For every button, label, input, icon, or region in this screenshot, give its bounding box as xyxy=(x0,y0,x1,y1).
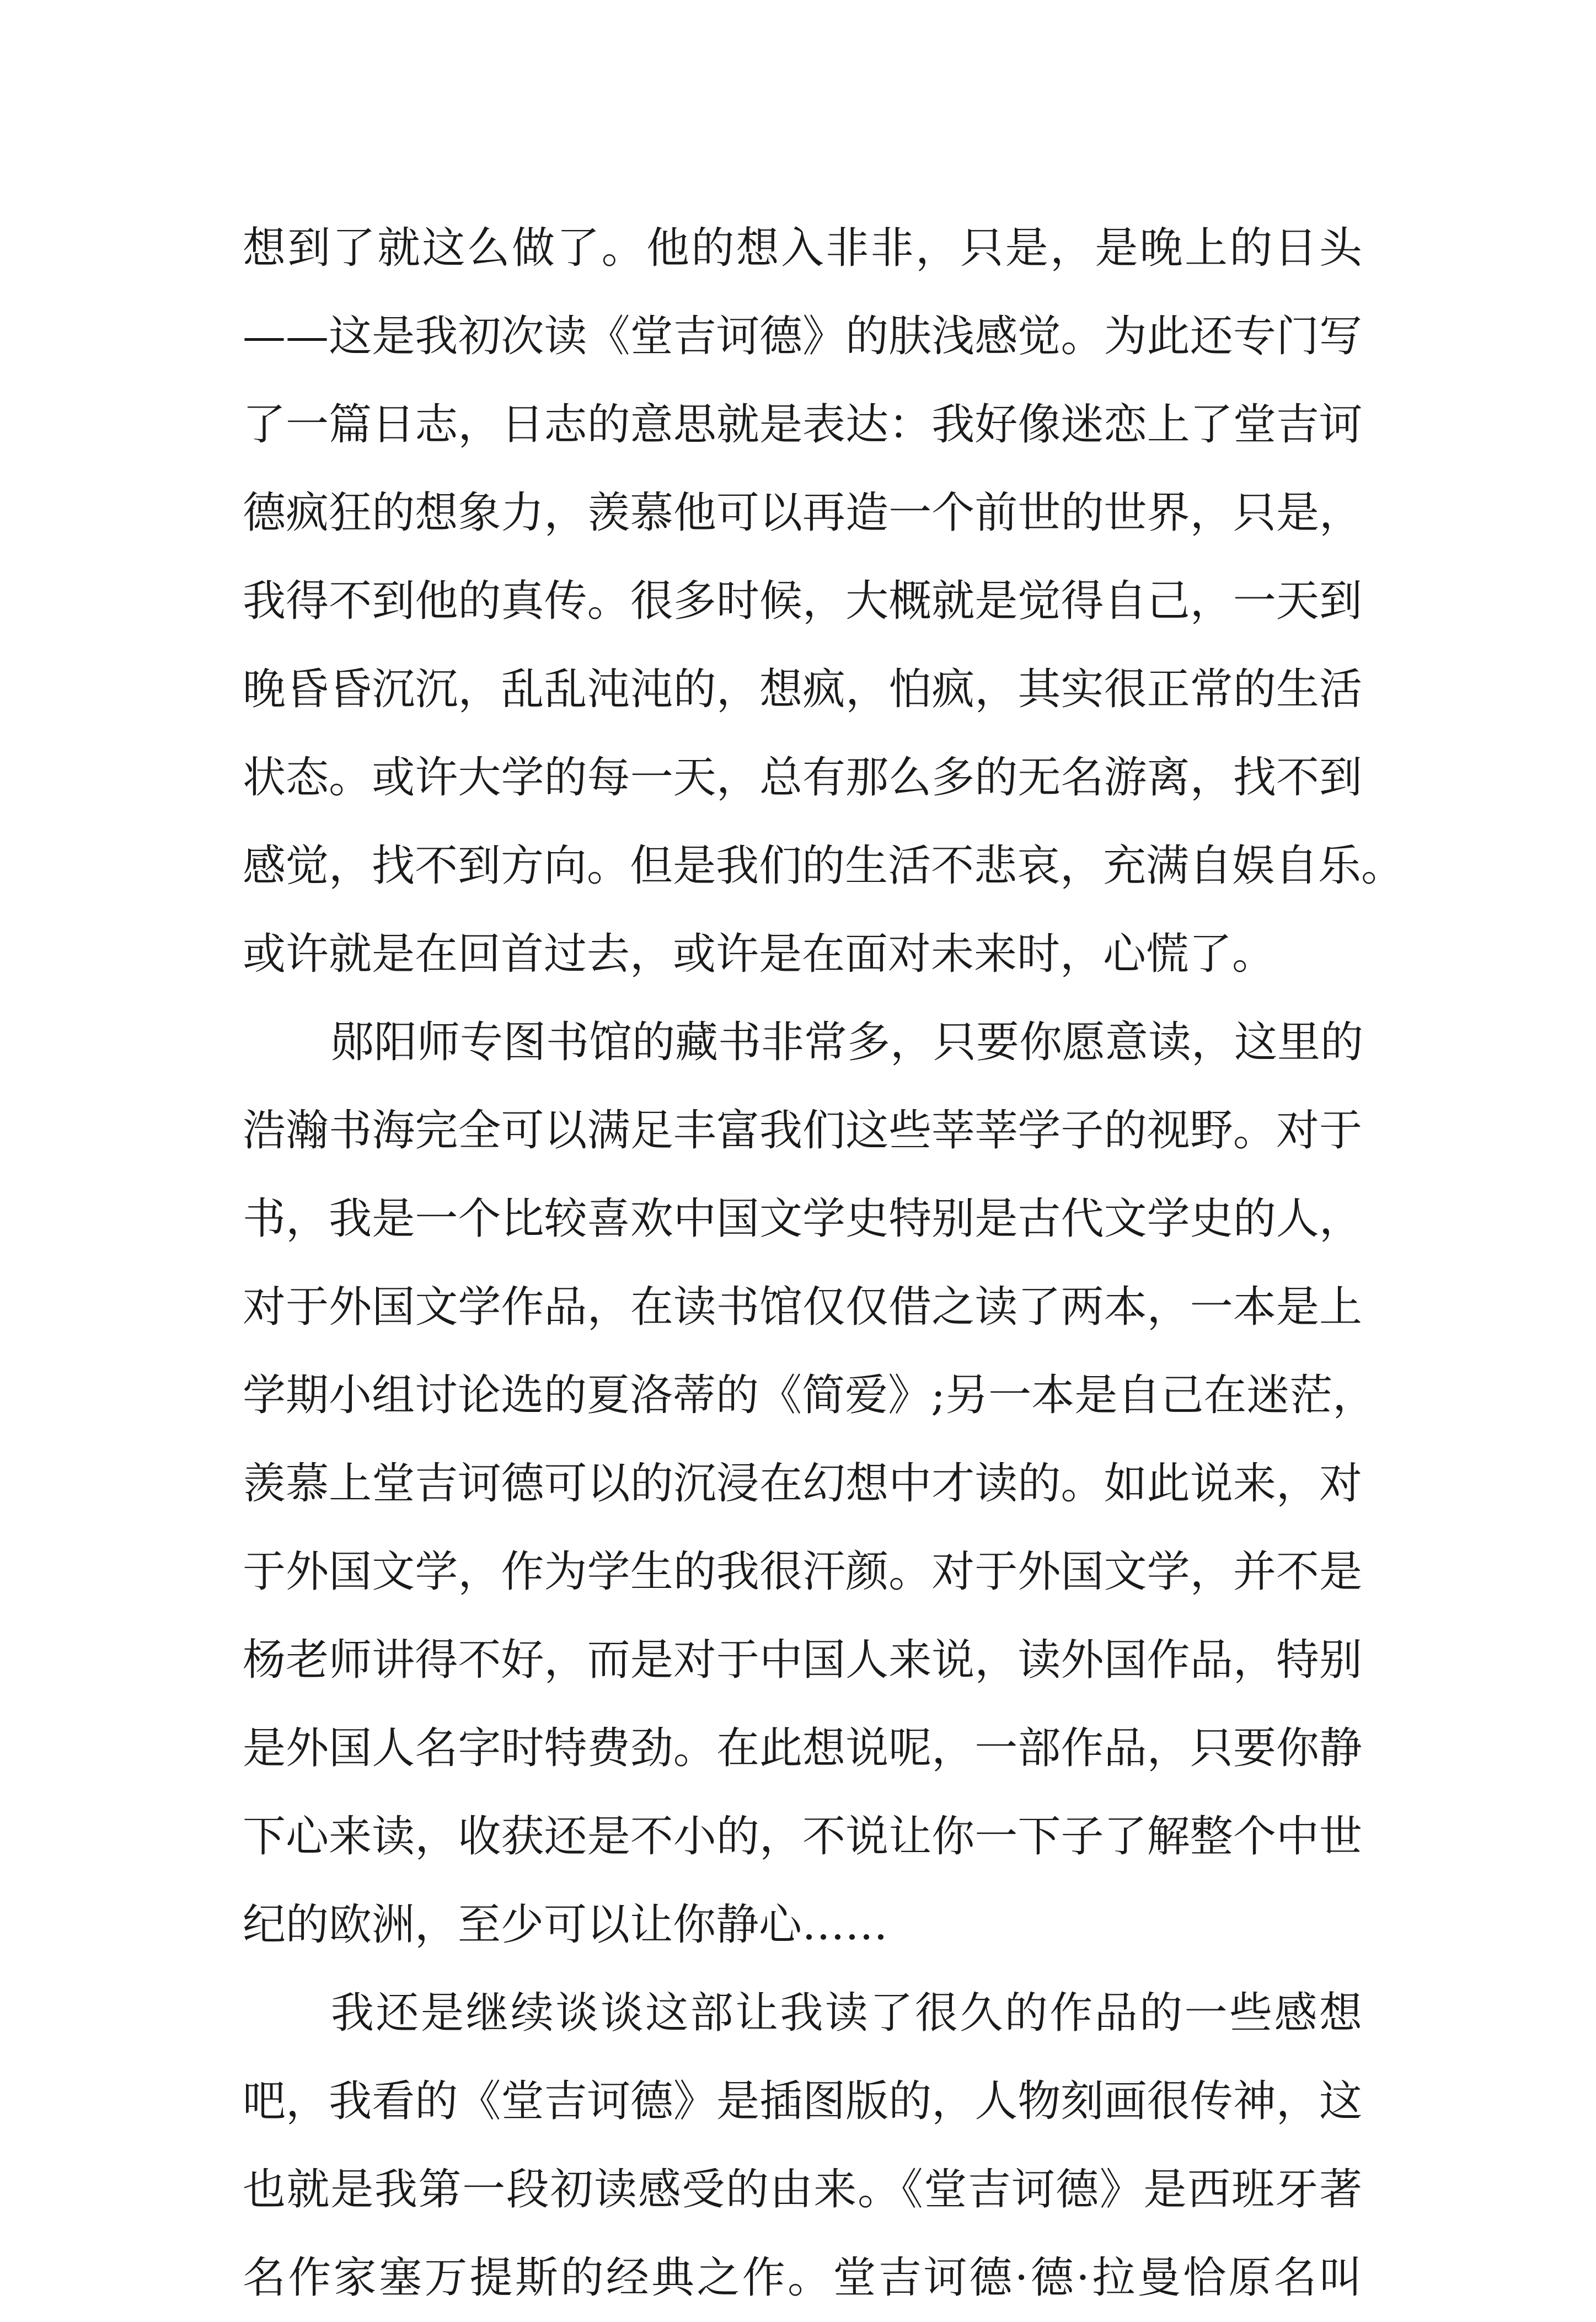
text-line: 德疯狂的想象力，羡慕他可以再造一个前世的世界，只是， xyxy=(243,488,1362,538)
text-line: 下心来读，收获还是不小的，不说让你一下子了解整个中世 xyxy=(243,1812,1362,1861)
text-line: 杨老师讲得不好，而是对于中国人来说，读外国作品，特别 xyxy=(243,1635,1362,1685)
text-line: 吧，我看的《堂吉诃德》是插图版的，人物刻画很传神，这 xyxy=(243,2077,1362,2126)
text-line: 状态。或许大学的每一天，总有那么多的无名游离，找不到 xyxy=(243,753,1362,802)
text-line: 是外国人名字时特费劲。在此想说呢，一部作品，只要你静 xyxy=(243,1724,1362,1773)
text-line: 晚昏昏沉沉，乱乱沌沌的，想疯，怕疯，其实很正常的生活 xyxy=(243,665,1362,714)
text-line: 感觉，找不到方向。但是我们的生活不悲哀，充满自娱自乐。 xyxy=(243,841,1405,891)
body-text xyxy=(243,204,1405,2322)
text-line: 浩瀚书海完全可以满足丰富我们这些莘莘学子的视野。对于 xyxy=(243,1106,1362,1155)
paragraph-start-line: 郧阳师专图书馆的藏书非常多，只要你愿意读，这里的 xyxy=(331,1018,1364,1067)
text-line: 纪的欧洲，至少可以让你静心…… xyxy=(243,1900,888,1950)
text-line: 也就是我第一段初读感受的由来。《堂吉诃德》是西班牙著 xyxy=(243,2165,1362,2214)
text-line: 了一篇日志，日志的意思就是表达：我好像迷恋上了堂吉诃 xyxy=(243,400,1362,450)
text-line: 学期小组讨论选的夏洛蒂的《简爱》;另一本是自己在迷茫， xyxy=(243,1371,1376,1420)
text-line: 我得不到他的真传。很多时候，大概就是觉得自己，一天到 xyxy=(243,576,1362,626)
text-line: 对于外国文学作品，在读书馆仅仅借之读了两本，一本是上 xyxy=(243,1282,1362,1332)
text-line: 羡慕上堂吉诃德可以的沉浸在幻想中才读的。如此说来，对 xyxy=(243,1459,1362,1508)
text-line: ——这是我初次读《堂吉诃德》的肤浅感觉。为此还专门写 xyxy=(243,312,1362,361)
text-line: 想到了就这么做了。他的想入非非，只是，是晚上的日头 xyxy=(243,223,1362,273)
paragraph-start-line: 我还是继续谈谈这部让我读了很久的作品的一些感想 xyxy=(331,1988,1362,2038)
text-line: 或许就是在回首过去，或许是在面对未来时，心慌了。 xyxy=(243,929,1276,979)
text-line: 于外国文学，作为学生的我很汗颜。对于外国文学，并不是 xyxy=(243,1547,1362,1597)
text-line: 书，我是一个比较喜欢中国文学史特别是古代文学史的人， xyxy=(243,1194,1362,1244)
text-line: 名作家塞万提斯的经典之作。堂吉诃德·德·拉曼恰原名叫 xyxy=(243,2253,1362,2303)
